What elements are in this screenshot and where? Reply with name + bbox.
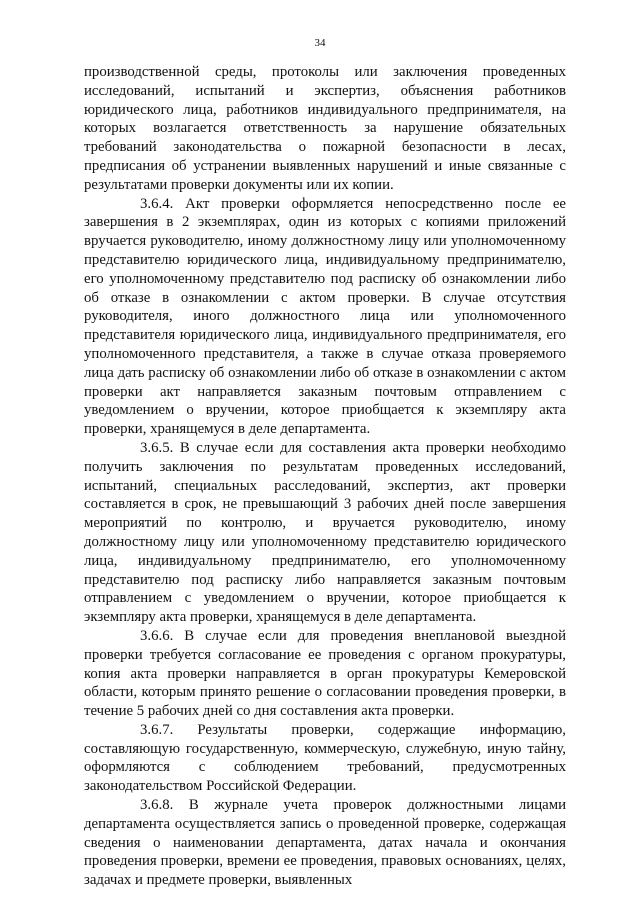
page-number: 34 [314,37,326,49]
paragraph-3-6-5: 3.6.5. В случае если для составления акта проверки необходимо получить заключения по результатам проведенных исследований, испытаний, специальных расследований, экспертиз, акт проверки составляется в срок, не превышающий 3 рабочих дней после завершения мероприятий по контролю, и вручается руководителю, иному должностному лицу или уполномоченному представителю юридического лица, индивидуальному предпринимателю, его уполномоченному представителю под расписку либо направляется заказным почтовым отправлением с уведомлением о вручении, которое приобщается к экземпляру акта проверки, хранящемуся в деле департамента. [84,439,566,626]
document-body [84,63,566,890]
paragraph-3-6-6: 3.6.6. В случае если для проведения внеплановой выездной проверки требуется согласование ее проведения с органом прокуратуры, копия акта проверки направляется в орган прокуратуры Кемеровской области, которым принято решение о согласовании проведения проверки, в течение 5 рабочих дней со дня составления акта проверки. [84,627,566,720]
paragraph-3-6-8: 3.6.8. В журнале учета проверок должностными лицами департамента осуществляется запись о проведенной проверке, содержащая сведения о наименовании департамента, датах начала и окончания проведения проверки, времени ее проведения, правовых основаниях, целях, задачах и предмете проверки, выявленных [84,797,566,889]
paragraph-continuation: производственной среды, протоколы или заключения проведенных исследований, испытаний и экспертиз, объяснения работников юридического лица, работников индивидуального предпринимателя, на которых возлагается ответственность за нарушение обязательных требований законодательства о пожарной безопасности в лесах, предписания об устранении выявленных нарушений и иные связанные с результатами проверки документы или их копии. [84,64,566,193]
paragraph-3-6-4: 3.6.4. Акт проверки оформляется непосредственно после ее завершения в 2 экземплярах, один из которых с копиями приложений вручается руководителю, иному должностному лицу или уполномоченному представителю юридического лица, индивидуальному предпринимателю, его уполномоченному представителю под расписку об ознакомлении либо об отказе в ознакомлении с актом проверки. В случае отсутствия руководителя, иного должностного лица или уполномоченного представителя юридического лица, индивидуального предпринимателя, его уполномоченного представителя, а также в случае отказа проверяемого лица дать расписку об ознакомлении либо об отказе в ознакомлении с актом проверки акт направляется заказным почтовым отправлением с уведомлением о вручении, которое приобщается к экземпляру акта проверки, хранящемуся в деле департамента. [84,195,566,438]
paragraph-3-6-7: 3.6.7. Результаты проверки, содержащие информацию, составляющую государственную, коммерческую, служебную, иную тайну, оформляются с соблюдением требований, предусмотренных законодательством Российской Федерации. [84,721,566,795]
